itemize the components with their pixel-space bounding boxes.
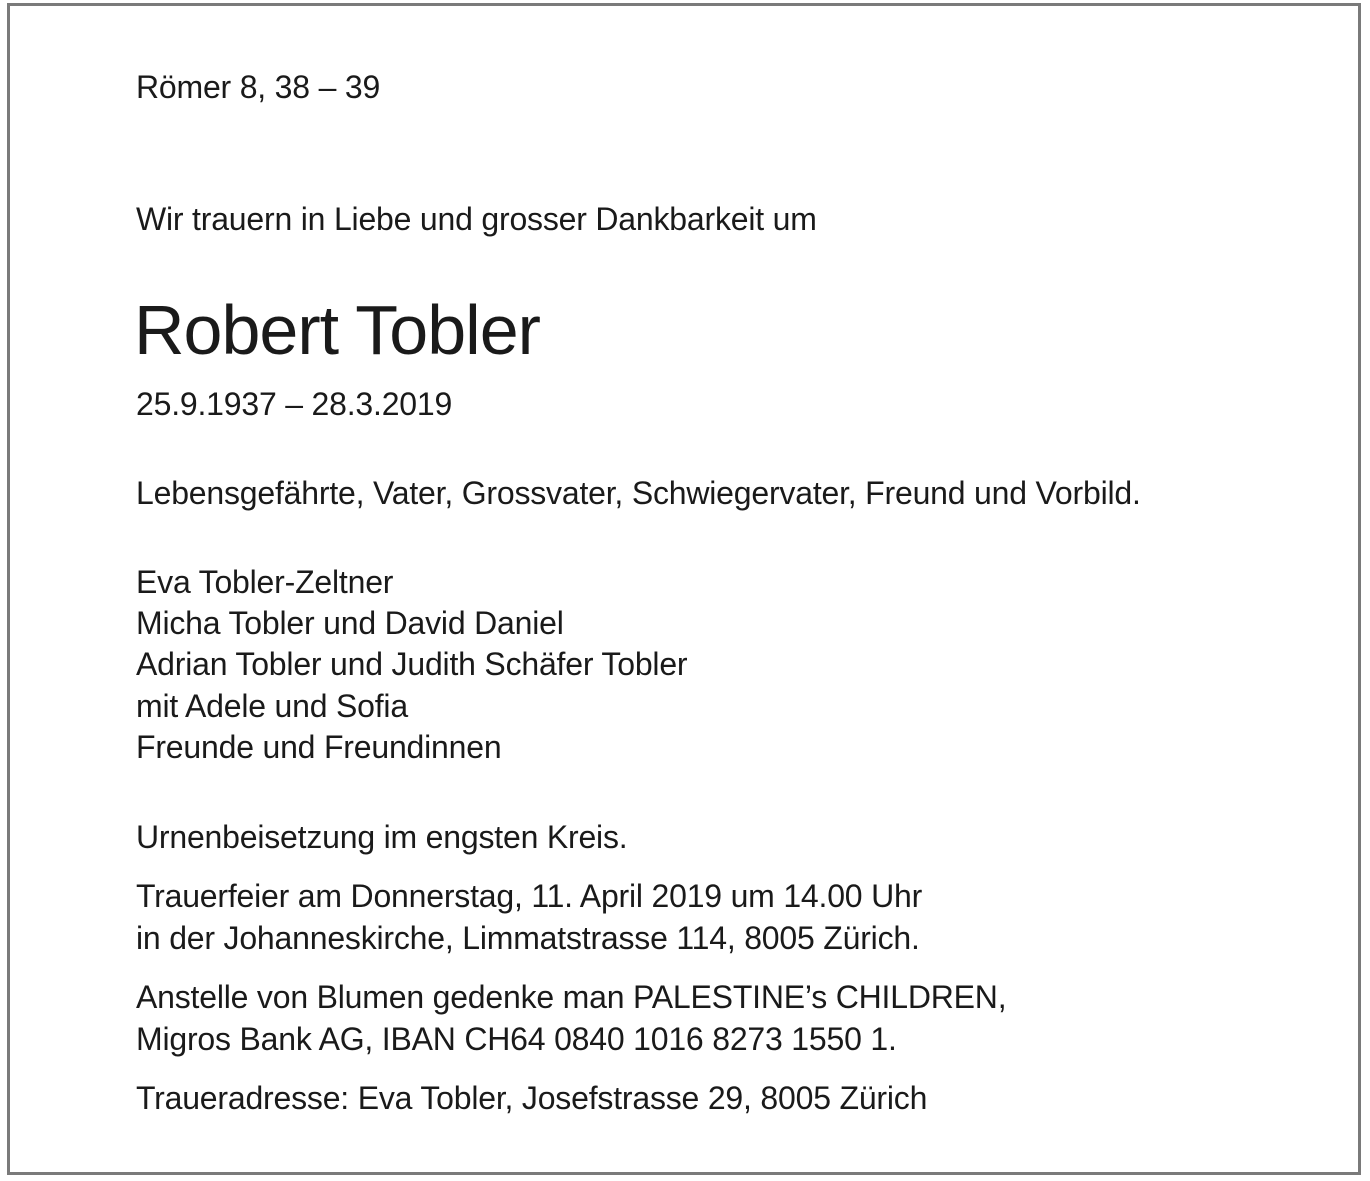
mourner-line: Freunde und Freundinnen xyxy=(136,729,502,765)
mourner-line: mit Adele und Sofia xyxy=(136,688,408,724)
mourner-line: Eva Tobler-Zeltner xyxy=(136,564,394,600)
roles-text: Lebensgefährte, Vater, Grossvater, Schwiegervater, Freund und Vorbild. xyxy=(136,475,1141,511)
donation-line: Migros Bank AG, IBAN CH64 0840 1016 8273 1550 1. xyxy=(136,1021,897,1057)
intro-text: Wir trauern in Liebe und grosser Dankbarkeit um xyxy=(136,201,817,237)
service-line: Trauerfeier am Donnerstag, 11. April 2019 um 14.00 Uhr xyxy=(136,878,923,914)
donation-line: Anstelle von Blumen gedenke man PALESTINE’s CHILDREN, xyxy=(136,979,1007,1015)
burial-text: Urnenbeisetzung im engsten Kreis. xyxy=(136,819,628,855)
service-line: in der Johanneskirche, Limmatstrasse 114, 8005 Zürich. xyxy=(136,920,920,956)
life-dates: 25.9.1937 – 28.3.2019 xyxy=(136,386,453,422)
mourning-address: Traueradresse: Eva Tobler, Josefstrasse 29, 8005 Zürich xyxy=(136,1080,928,1116)
mourner-line: Micha Tobler und David Daniel xyxy=(136,605,564,641)
deceased-name: Robert Tobler xyxy=(134,291,540,369)
mourner-line: Adrian Tobler und Judith Schäfer Tobler xyxy=(136,646,688,682)
scripture-reference: Römer 8, 38 – 39 xyxy=(136,69,381,105)
